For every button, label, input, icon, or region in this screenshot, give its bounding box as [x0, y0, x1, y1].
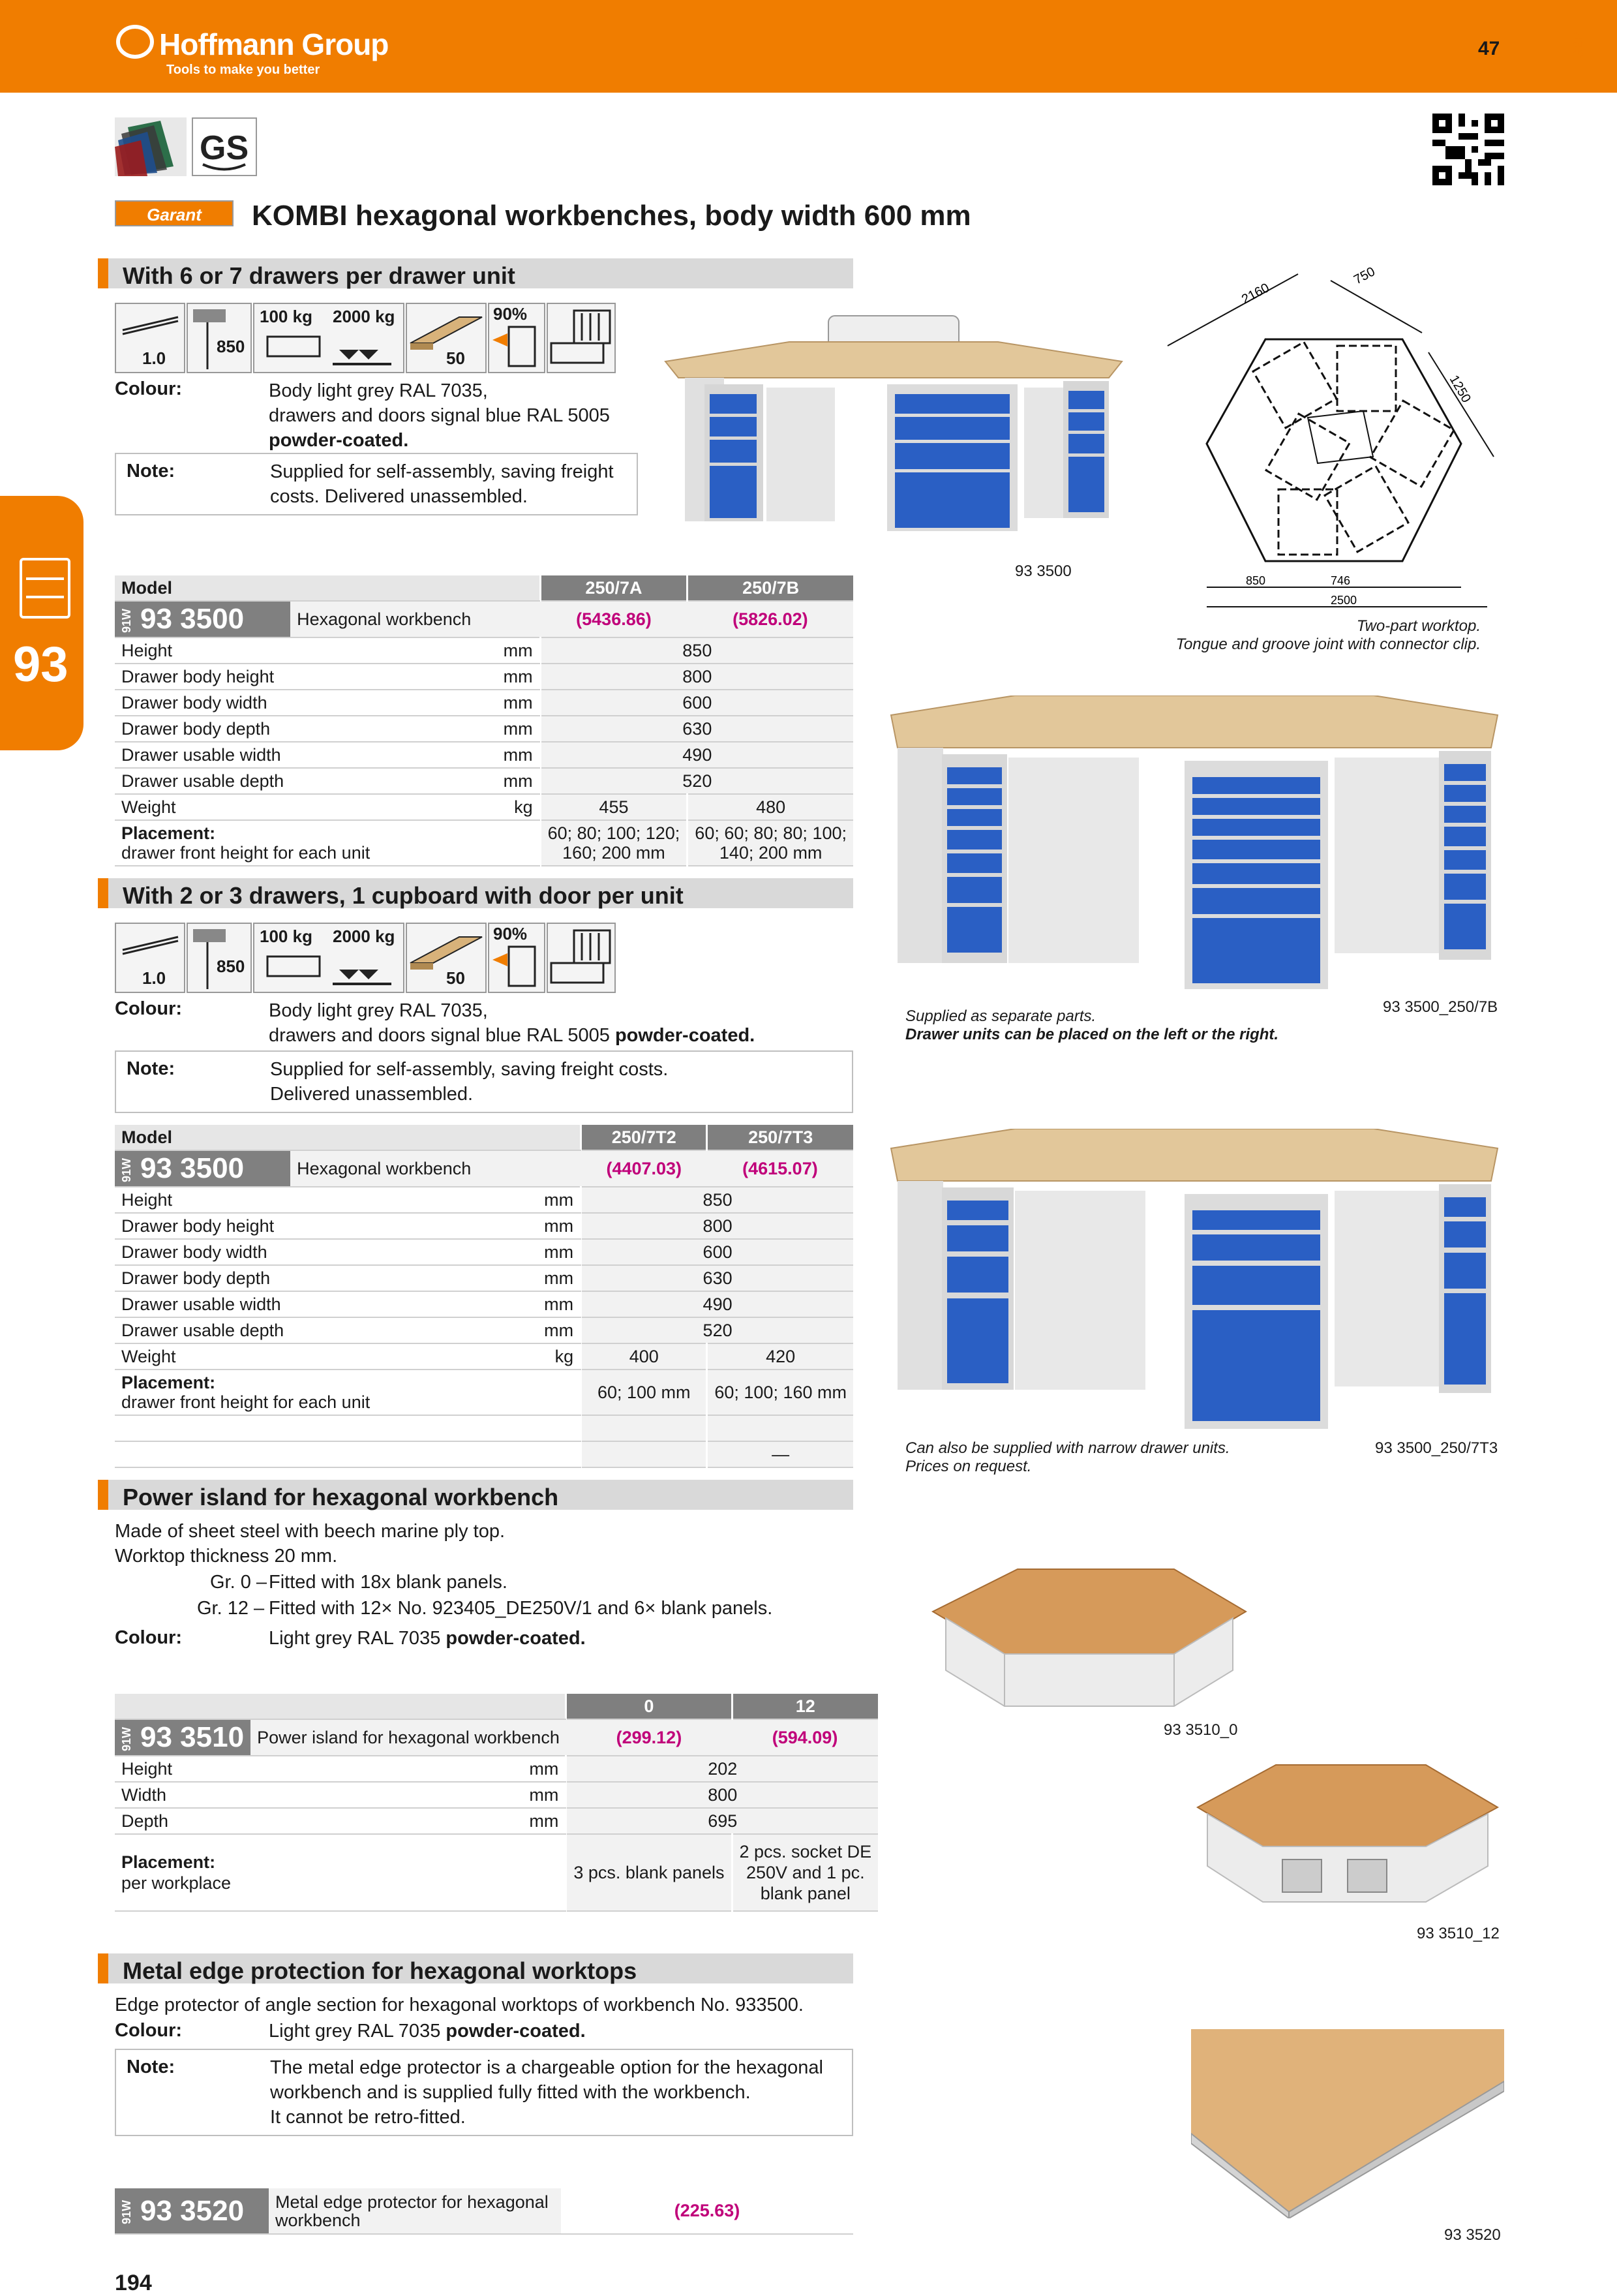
table-row: Height mm 202 — [115, 1756, 878, 1782]
section-tab — [0, 496, 83, 750]
gr12-text: Fitted with 12× No. 923405_DE250V/1 and 6× blank panels. — [269, 1598, 773, 1619]
table-row: Drawer usable depth mm 520 — [115, 768, 853, 794]
colour-label: Colour: — [115, 2020, 183, 2041]
article-row: 91W 93 3500 Hexagonal workbench (4407.03) (4615.07) — [115, 1150, 853, 1187]
gs-certification-icon — [192, 117, 257, 176]
table-header: 0 12 — [115, 1694, 878, 1719]
price-250-7t3: (4615.07) — [707, 1150, 853, 1187]
svg-text:850: 850 — [1246, 574, 1266, 587]
worktop-thickness-pictogram: 50 — [406, 923, 487, 993]
hoffmann-logo-icon — [116, 25, 154, 59]
image-code-250-7t3: 93 3500_250/7T3 — [1375, 1439, 1498, 1457]
table-row: Drawer usable width mm 490 — [115, 1291, 853, 1317]
colour-label: Colour: — [115, 378, 183, 399]
spec-table-933510 — [115, 1694, 878, 1912]
footer-page-number: 194 — [115, 2271, 152, 2295]
brand-logo: Hoffmann Group — [116, 25, 388, 62]
section-title-drawers: With 6 or 7 drawers per drawer unit — [98, 258, 853, 288]
table-row: Drawer body width mm 600 — [115, 1239, 853, 1265]
section-tab-number: 93 — [13, 637, 68, 692]
spec-table-933520 — [115, 2188, 853, 2235]
image-code-933510-12: 93 3510_12 — [1417, 1925, 1500, 1942]
note-box: Note: Supplied for self-assembly, saving freight costs. Delivered unassembled. — [115, 1050, 853, 1113]
table-row: Height mm 850 — [115, 1187, 853, 1213]
power-island-size-0-image — [926, 1566, 1252, 1716]
section-title-power-island: Power island for hexagonal workbench — [98, 1480, 853, 1510]
note-box: Note: Supplied for self-assembly, saving freight costs. Delivered unassembled. — [115, 453, 638, 515]
spec-table-933500-7 — [115, 575, 853, 866]
drawer-divider-pictogram — [547, 923, 616, 993]
table-row: Placement: drawer front height for each unit 60; 100 mm 60; 100; 160 mm — [115, 1370, 853, 1415]
colour-text: Body light grey RAL 7035, drawers and doors signal blue RAL 5005 powder-coated. — [269, 1000, 755, 1046]
edition-code: GBP — [1571, 31, 1586, 59]
table-row: Drawer body depth mm 630 — [115, 716, 853, 742]
image-code-933520: 93 3520 — [1444, 2226, 1501, 2244]
price-size-12: (594.09) — [732, 1719, 878, 1756]
price-edge-protector: (225.63) — [561, 2188, 853, 2234]
image-code-933510-0: 93 3510_0 — [1164, 1721, 1238, 1739]
article-row: 91W 93 3510 Power island for hexagonal workbench (299.12) (594.09) — [115, 1719, 878, 1756]
table-row: Drawer body height mm 800 — [115, 1213, 853, 1239]
workbench-250-7b-image — [884, 696, 1504, 996]
power-island-description: Made of sheet steel with beech marine ply top. Worktop thickness 20 mm. — [115, 1521, 506, 1567]
table-row: Depth mm 695 — [115, 1808, 878, 1834]
hexagon-dimension-drawing — [1148, 261, 1513, 613]
colour-text: Light grey RAL 7035 powder-coated. — [269, 1628, 586, 1649]
svg-text:1250: 1250 — [1446, 373, 1473, 406]
workbench-250-7t3-image — [884, 1129, 1504, 1435]
qr-code-icon[interactable] — [1432, 114, 1504, 185]
table-row: Drawer usable depth mm 520 — [115, 1317, 853, 1343]
note-box: Note: The metal edge protector is a chargeable option for the hexagonal workbench and is supplied fully fitted with the workbench. It cannot be retro-fitted. — [115, 2049, 853, 2136]
brand-tagline: Tools to make you better — [166, 63, 320, 77]
drawing-caption: Two-part worktop. Tongue and groove joint with connector clip. — [1175, 617, 1481, 653]
section-title-cupboard: With 2 or 3 drawers, 1 cupboard with door per unit — [98, 878, 853, 908]
power-island-size-12-image — [1191, 1762, 1504, 1912]
edge-protector-image — [1191, 2029, 1504, 2218]
svg-text:750: 750 — [1352, 264, 1378, 288]
hexagonal-workbench-image — [659, 303, 1128, 551]
gr12-label: Gr. 12 – — [197, 1598, 265, 1619]
table-row — [115, 1415, 853, 1441]
load-capacity-pictogram: 100 kg 2000 kg — [253, 923, 404, 993]
svg-text:746: 746 — [1331, 574, 1351, 587]
height-pictogram: 850 — [187, 923, 252, 993]
table-header: Model 250/7T2 250/7T3 — [115, 1125, 853, 1150]
article-row: 91W 93 3520 Metal edge protector for hexagonal workbench (225.63) — [115, 2188, 853, 2234]
article-row: 91W 93 3500 Hexagonal workbench (5436.86) (5826.02) — [115, 601, 853, 637]
image-caption-250-7b: Supplied as separate parts. Drawer units can be placed on the left or the right. — [905, 1007, 1279, 1043]
price-250-7a: (5436.86) — [540, 601, 688, 637]
edge-protection-description: Edge protector of angle section for hexagonal worktops of workbench No. 933500. — [115, 1995, 804, 2015]
svg-text:2500: 2500 — [1331, 594, 1357, 607]
table-row: Width mm 800 — [115, 1782, 878, 1808]
table-row: Drawer body depth mm 630 — [115, 1265, 853, 1291]
price-size-0: (299.12) — [566, 1719, 732, 1756]
table-row: Drawer body height mm 800 — [115, 664, 853, 690]
pictogram-row-2 — [115, 920, 617, 993]
table-row: Placement: per workplace 3 pcs. blank panels 2 pcs. socket DE 250V and 1 pc. blank panel — [115, 1834, 878, 1911]
table-row: — — [115, 1441, 853, 1467]
colour-label: Colour: — [115, 1627, 183, 1648]
table-row: Height mm 850 — [115, 637, 853, 664]
image-caption-933500: 93 3500 — [1015, 562, 1072, 580]
table-row: Placement: drawer front height for each unit 60; 80; 100; 120; 160; 200 mm 60; 60; 80; 80; 100; 140; 200 mm — [115, 820, 853, 866]
colour-text: Light grey RAL 7035 powder-coated. — [269, 2021, 586, 2042]
worktop-thickness-pictogram: 50 — [406, 303, 487, 373]
colour-label: Colour: — [115, 998, 183, 1019]
table-row: Drawer usable width mm 490 — [115, 742, 853, 768]
price-250-7t2: (4407.03) — [581, 1150, 707, 1187]
color-swatch-icon — [115, 117, 187, 176]
sheet-thickness-pictogram: 1.0 — [115, 303, 185, 373]
table-row: Weight kg 455 480 — [115, 794, 853, 820]
extension-pictogram: 90% — [488, 303, 545, 373]
height-pictogram: 850 — [187, 303, 252, 373]
table-row: Drawer body width mm 600 — [115, 690, 853, 716]
table-header: Model 250/7A 250/7B — [115, 575, 853, 601]
extension-pictogram: 90% — [488, 923, 545, 993]
image-caption-250-7t3: Can also be supplied with narrow drawer units. Prices on request. — [905, 1439, 1230, 1475]
price-250-7b: (5826.02) — [688, 601, 853, 637]
colour-text: Body light grey RAL 7035, drawers and doors signal blue RAL 5005 powder-coated. — [269, 380, 610, 451]
sheet-thickness-pictogram: 1.0 — [115, 923, 185, 993]
section-title-edge-protection: Metal edge protection for hexagonal worktops — [98, 1953, 853, 1983]
garant-badge: Garant — [115, 200, 234, 226]
spec-table-933500-t — [115, 1125, 853, 1468]
table-row: Weight kg 400 420 — [115, 1343, 853, 1370]
page-number: 47 — [1478, 38, 1500, 59]
drawer-cabinet-icon — [20, 558, 70, 619]
page-title: KOMBI hexagonal workbenches, body width 600 mm — [252, 200, 971, 232]
gr0-label: Gr. 0 – — [210, 1572, 267, 1593]
image-code-250-7b: 93 3500_250/7B — [1383, 998, 1498, 1016]
pictogram-row-1 — [115, 300, 617, 373]
svg-text:2160: 2160 — [1239, 281, 1272, 307]
svg-text:GS: GS — [200, 129, 249, 167]
drawer-divider-pictogram — [547, 303, 616, 373]
gr0-text: Fitted with 18x blank panels. — [269, 1572, 507, 1593]
load-capacity-pictogram: 100 kg 2000 kg — [253, 303, 404, 373]
